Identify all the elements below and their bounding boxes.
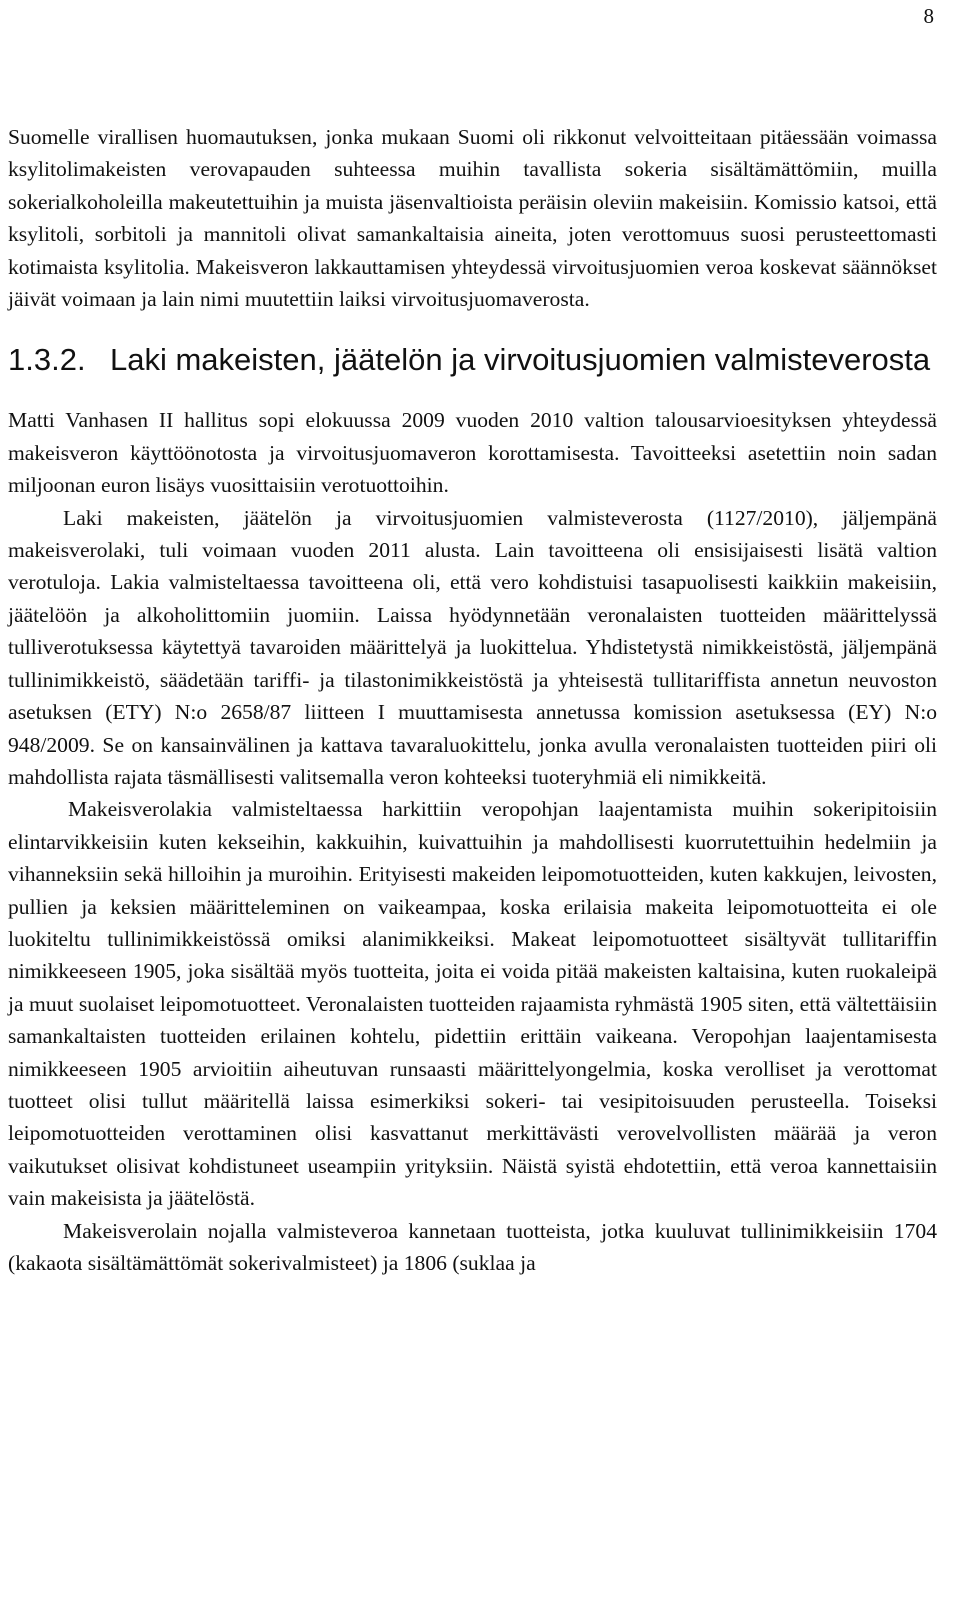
paragraph-government-agreement: Matti Vanhasen II hallitus sopi elokuussa 2009 vuoden 2010 valtion talousarvioesityksen yhteydessä makeisveron käyttöönotosta ja virvoitusjuomaveron korottamisesta. Tavoitteeksi asetettiin noin sadan miljoonan euron lisäys vuosittaisiin verotuottoihin. bbox=[8, 408, 937, 498]
paragraph-law-overview: Laki makeisten, jäätelön ja virvoitusjuomien valmisteverosta (1127/2010), jäljempänä makeisverolaki, tuli voimaan vuoden 2011 alusta. Lain tavoitteena oli ensisijaisesti lisätä valtion verotuloja. Lakia valmisteltaessa tavoitteena oli, että vero kohdistuisi tasapuolisesti kaikkiin makeisiin, jäätelöön ja alkoholittomiin juomiin. Laissa hyödynnetään veronalaisten tuotteiden määrittelyssä tulliverotuksessa käytettyä tavaroiden määrittelyä ja luokittelua. Yhdistetystä nimikkeistöstä, jäljempänä tullinimikkeistö, säädetään tariffi- ja tilastonimikkeistöstä ja yhteisestä tullitariffista annetun neuvoston asetuksen (ETY) N:o 2658/87 liitteen I muuttamisesta annetussa komission asetuksessa (EY) N:o 948/2009. Se on kansainvälinen ja kattava tavaraluokittelu, jonka avulla veronalaisten tuotteiden piiri oli mahdollista rajata täsmällisesti valitsemalla veron kohteeksi tuoteryhmiä eli nimikkeitä. bbox=[8, 505, 937, 789]
section-number: 1.3.2. bbox=[8, 342, 86, 378]
paragraph-tariff-headings: Makeisverolain nojalla valmisteveroa kannetaan tuotteista, jotka kuuluvat tullinimikkeisiin 1704 (kakaota sisältämättömät sokerivalmisteet) ja 1806 (suklaa ja bbox=[8, 1218, 937, 1275]
section-heading bbox=[8, 339, 937, 380]
paragraph-tax-base: Makeisverolakia valmisteltaessa harkittiin veropohjan laajentamista muihin sokeripitoisiin elintarvikkeisiin kuten kekseihin, kakkuihin, kuivattuihin ja mahdollisesti kuorrutettuihin hedelmiin ja vihanneksiin sekä hilloihin ja muroihin. Erityisesti makeiden leipomotuotteiden, kuten kakkujen, leivosten, pullien ja keksien määritteleminen on vaikeampaa, koska erilaisia makeita leipomotuotteita ei ole luokiteltu tullinimikkeistössä omiksi alanimikkeiksi. Makeat leipomotuotteet sisältyvät tullitariffin nimikkeeseen 1905, joka sisältää myös tuotteita, joita ei voida pitää makeisten kaltaisina, kuten ruokaleipä ja muut suolaiset leipomotuotteet. Veronalaisten tuotteiden rajaamista ryhmästä 1905 siten, että vältettäisiin samankaltaisten tuotteiden erilainen kohtelu, pidettiin erittäin vaikeana. Veropohjan laajentamisesta nimikkeeseen 1905 arvioitiin aiheutuvan runsaasti määrittelyongelmia, koska verolliset ja verottomat tuotteet olisi tullut määritellä laissa esimerkiksi sokeri- tai vesipitoisuuden perusteella. Toiseksi leipomotuotteiden verottaminen olisi kasvattanut merkittävästi verovelvollisten määrää ja veron vaikutukset olisivat kohdistuneet useampiin yrityksiin. Näistä syistä ehdotettiin, että veroa kannettaisiin vain makeisista ja jäätelöstä. bbox=[8, 797, 937, 1211]
document-body bbox=[8, 121, 937, 1279]
page-number: 8 bbox=[923, 4, 934, 28]
section-title: Laki makeisten, jäätelön ja virvoitusjuomien valmisteverosta bbox=[110, 342, 931, 378]
paragraph-intro-continuation: Suomelle virallisen huomautuksen, jonka mukaan Suomi oli rikkonut velvoitteitaan pitäessään voimassa ksylitolimakeisten verovapauden suhteessa muihin tavallista sokeria sisältämättömiin, muilla sokerialkoholeilla makeutettuihin ja muista jäsenvaltioista peräisin oleviin makeisiin. Komissio katsoi, että ksylitoli, sorbitoli ja mannitoli olivat samankaltaisia aineita, joten verottomuus suosi perusteettomasti kotimaista ksylitolia. Makeisveron lakkauttamisen yhteydessä virvoitusjuomien veroa koskevat säännökset jäivät voimaan ja lain nimi muutettiin laiksi virvoitusjuomaverosta. bbox=[8, 125, 937, 312]
